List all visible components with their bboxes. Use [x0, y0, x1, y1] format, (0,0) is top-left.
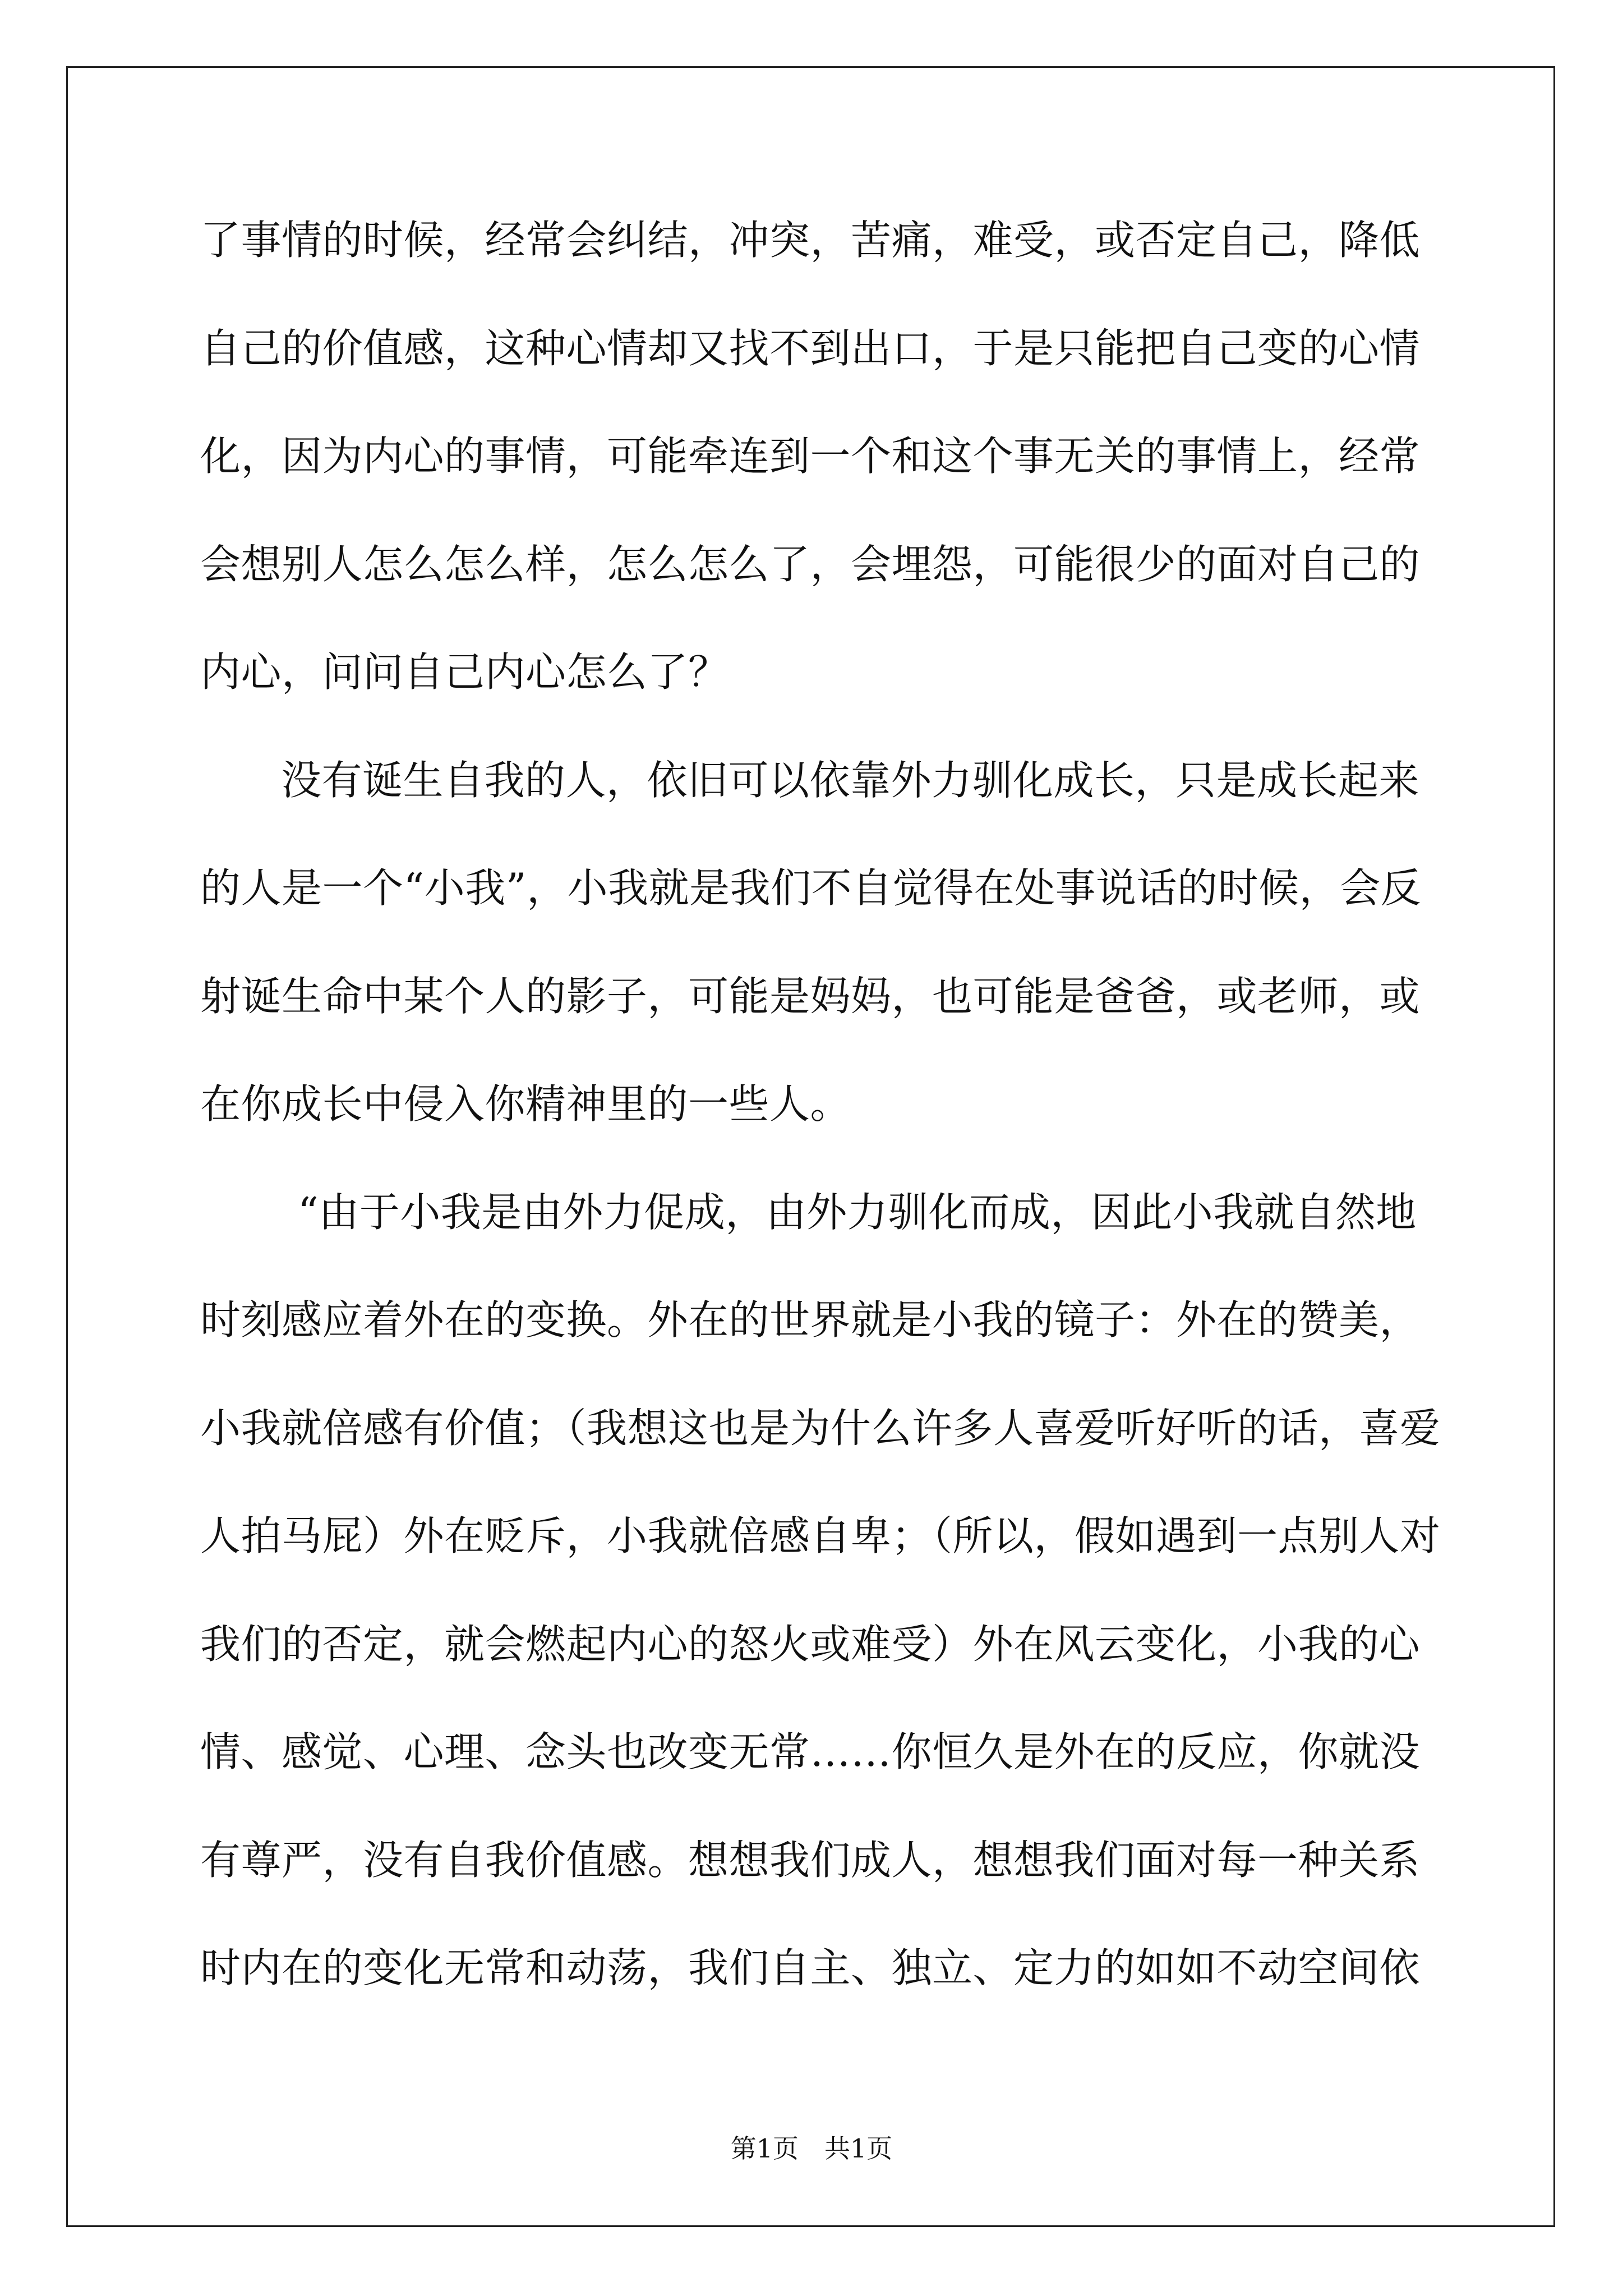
- text-line: 没有诞生自我的人，依旧可以依靠外力驯化成长，只是成长起来: [281, 756, 1420, 804]
- text-line: 时内在的变化无常和动荡，我们自主、独立、定力的如如不动空间依: [200, 1944, 1421, 1991]
- page-number-current: 第1页: [730, 2133, 799, 2164]
- text-line: 会想别人怎么怎么样，怎么怎么了，会埋怨，可能很少的面对自己的: [200, 540, 1421, 588]
- text-line: 小我就倍感有价值；（我想这也是为什么许多人喜爱听好听的话，喜爱: [200, 1404, 1441, 1452]
- text-line: 了事情的时候，经常会纠结，冲突，苦痛，难受，或否定自己，降低: [200, 217, 1421, 264]
- text-line: 射诞生命中某个人的影子，可能是妈妈，也可能是爸爸，或老师，或: [200, 972, 1421, 1020]
- text-line: 时刻感应着外在的变换。外在的世界就是小我的镜子：外在的赞美，: [200, 1296, 1421, 1343]
- text-line: 我们的否定，就会燃起内心的怒火或难受）外在风云变化，小我的心: [200, 1620, 1421, 1668]
- page-number-total: 共1页: [824, 2133, 893, 2164]
- page-footer: [0, 2132, 1623, 2165]
- text-line: 化，因为内心的事情，可能牵连到一个和这个事无关的事情上，经常: [200, 432, 1421, 480]
- text-line: 人拍马屁）外在贬斥，小我就倍感自卑；（所以，假如遇到一点别人对: [200, 1512, 1441, 1559]
- text-line: “由于小我是由外力促成，由外力驯化而成，因此小我就自然地: [298, 1188, 1417, 1236]
- text-line: 的人是一个“小我”，小我就是我们不自觉得在处事说话的时候，会反: [200, 864, 1422, 912]
- document-body: [200, 213, 1441, 2049]
- text-line: 有尊严，没有自我价值感。想想我们成人，想想我们面对每一种关系: [200, 1836, 1421, 1884]
- text-line: 在你成长中侵入你精神里的一些人。: [200, 1080, 851, 1128]
- text-line: 自己的价值感，这种心情却又找不到出口，于是只能把自己变的心情: [200, 324, 1421, 372]
- text-line: 内心，问问自己内心怎么了？: [200, 648, 729, 696]
- text-line: 情、感觉、心理、念头也改变无常……你恒久是外在的反应，你就没: [200, 1728, 1421, 1775]
